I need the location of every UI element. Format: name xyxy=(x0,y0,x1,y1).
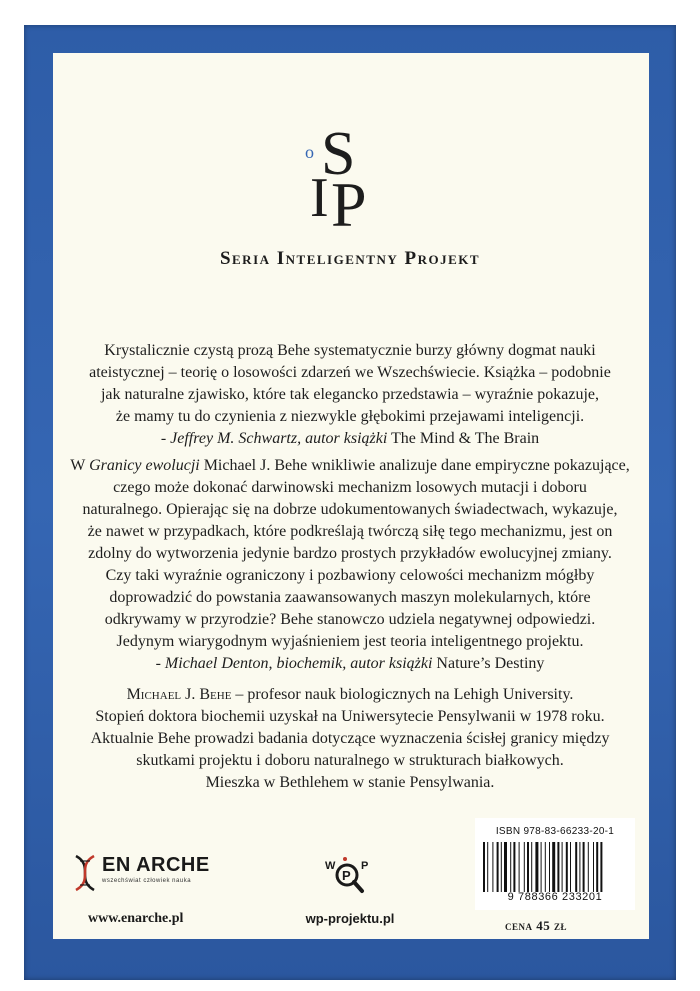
barcode-bar xyxy=(545,842,546,892)
barcode-bar xyxy=(487,842,488,892)
bio-text: – profesor nauk biologicznych na Lehigh University. xyxy=(231,686,574,703)
attribution-author: - Michael Denton, biochemik, autor książki xyxy=(155,655,433,672)
bio-line: Stopień doktora biochemii uzyskał na Uniwersytecie Pensylwanii w 1978 roku. xyxy=(95,708,605,725)
quote-line: naturalnego. Opierając się na dobrze udokumentowanych świadectwach, wykazuje, xyxy=(82,501,618,518)
barcode-bar xyxy=(527,842,529,892)
isbn-number: ISBN 978-83-66233-20-1 xyxy=(495,826,615,837)
isbn-barcode xyxy=(475,818,635,910)
barcode-bar xyxy=(510,842,511,892)
enarche-logo xyxy=(72,854,222,898)
barcode-bar xyxy=(557,842,559,892)
barcode-bar xyxy=(600,842,602,892)
quote-line: Jedynym wiarygodnym wyjaśnieniem jest teoria inteligentnego projektu. xyxy=(116,633,584,650)
barcode-bar xyxy=(566,842,568,892)
barcode-bar xyxy=(549,842,550,892)
wpp-letter-w: W xyxy=(325,860,336,872)
barcode-bar xyxy=(596,842,598,892)
barcode-bar xyxy=(562,842,563,892)
barcode-bar xyxy=(570,842,571,892)
wpp-letter-p-center: P xyxy=(342,868,351,883)
logo-letter-p: P xyxy=(331,169,367,240)
quote-attribution xyxy=(70,428,630,450)
barcode-bar xyxy=(531,842,532,892)
quote-text: W xyxy=(70,457,90,474)
quote-line: że nawet w przypadkach, które podkreślają twórczą siłę tego mechanizmu, jest on xyxy=(87,523,613,540)
quote-line: jak naturalne zjawisko, które tak elegancko przedstawia – wyraźnie pokazuje, xyxy=(100,386,599,403)
quote-line: ateistycznej – teorię o losowości zdarzeń we Wszechświecie. Książka – podobnie xyxy=(89,364,611,381)
author-name: Michael J. Behe xyxy=(126,686,232,703)
barcode-bar xyxy=(497,842,499,892)
author-bio xyxy=(70,684,630,794)
barcode-bar xyxy=(519,842,520,892)
quote-line: zdolny do wytworzenia jedynie bardzo prostych przykładów ewolucyjnej zmiany. xyxy=(88,545,612,562)
barcode-bar xyxy=(513,842,515,892)
enarche-tagline: wszechświat człowiek nauka xyxy=(102,878,192,884)
quote-denton xyxy=(70,455,630,675)
barcode-bar xyxy=(524,842,525,892)
quote-line: Krystalicznie czystą prozą Behe systematycznie burzy główny dogmat nauki xyxy=(104,342,596,359)
attribution-book-title: Nature’s Destiny xyxy=(432,655,545,672)
quote-line: czego może dokonać darwinowski mechanizm losowych mutacji i doboru xyxy=(113,479,587,496)
price-label xyxy=(505,918,567,934)
quote-text: Michael J. Behe wnikliwie analizuje dane empiryczne pokazujące, xyxy=(199,457,630,474)
bio-line: skutkami projektu i doboru naturalnego w strukturach białkowych. xyxy=(136,752,564,769)
dna-helix-icon xyxy=(72,854,98,892)
enarche-url: www.enarche.pl xyxy=(88,911,184,926)
series-logo xyxy=(303,116,393,246)
book-title-italic: Granicy ewolucji xyxy=(89,457,200,474)
logo-letter-i: I xyxy=(310,167,329,229)
ean-digits: 9 788366 233201 xyxy=(507,891,603,903)
barcode-bar xyxy=(588,842,589,892)
quote-line: Czy taki wyraźnie ograniczony i pozbawiony celowości mechanizm mógłby xyxy=(105,567,595,584)
enarche-wordmark: EN ARCHE xyxy=(102,854,210,876)
quote-line: odkrywamy w przyrodzie? Behe stanowczo udziela negatywnej odpowiedzi. xyxy=(104,611,596,628)
logo-letter-s: S xyxy=(321,120,356,188)
barcode-bar xyxy=(504,842,507,892)
wpp-logo xyxy=(323,855,373,897)
barcode-bar xyxy=(575,842,577,892)
price-text: cena 45 zł xyxy=(505,918,568,933)
barcode-bar xyxy=(579,842,580,892)
barcode-bar xyxy=(593,842,594,892)
barcode-bar xyxy=(483,842,485,892)
quote-line: że mamy tu do czynienia z niezwykle głębokimi przejawami inteligencji. xyxy=(115,408,585,425)
logo-letter-o: o xyxy=(305,142,314,162)
barcode-bars xyxy=(483,842,627,892)
attribution-book-title: The Mind & The Brain xyxy=(387,430,540,447)
bio-line xyxy=(70,684,630,706)
attribution-author: - Jeffrey M. Schwartz, autor książki xyxy=(160,430,388,447)
series-title: Seria Inteligentny Projekt xyxy=(219,248,481,269)
quote-attribution xyxy=(70,653,630,675)
quote-line xyxy=(70,455,630,477)
wpp-letter-p-right: P xyxy=(361,860,369,872)
barcode-bar xyxy=(541,842,542,892)
barcode-bar xyxy=(535,842,538,892)
barcode-bar xyxy=(552,842,555,892)
bio-line: Mieszka w Bethlehem w stanie Pensylwania. xyxy=(205,774,495,791)
wpp-url: wp-projektu.pl xyxy=(305,911,395,926)
barcode-bar xyxy=(501,842,502,892)
quote-schwartz xyxy=(70,340,630,450)
barcode-bar xyxy=(492,842,493,892)
quote-line: doprowadzić do powstania zaawansowanych maszyn molekularnych, które xyxy=(109,589,591,606)
bio-line: Aktualnie Behe prowadzi badania dotyczące wyznaczenia ścisłej granicy między xyxy=(90,730,610,747)
barcode-bar xyxy=(583,842,585,892)
